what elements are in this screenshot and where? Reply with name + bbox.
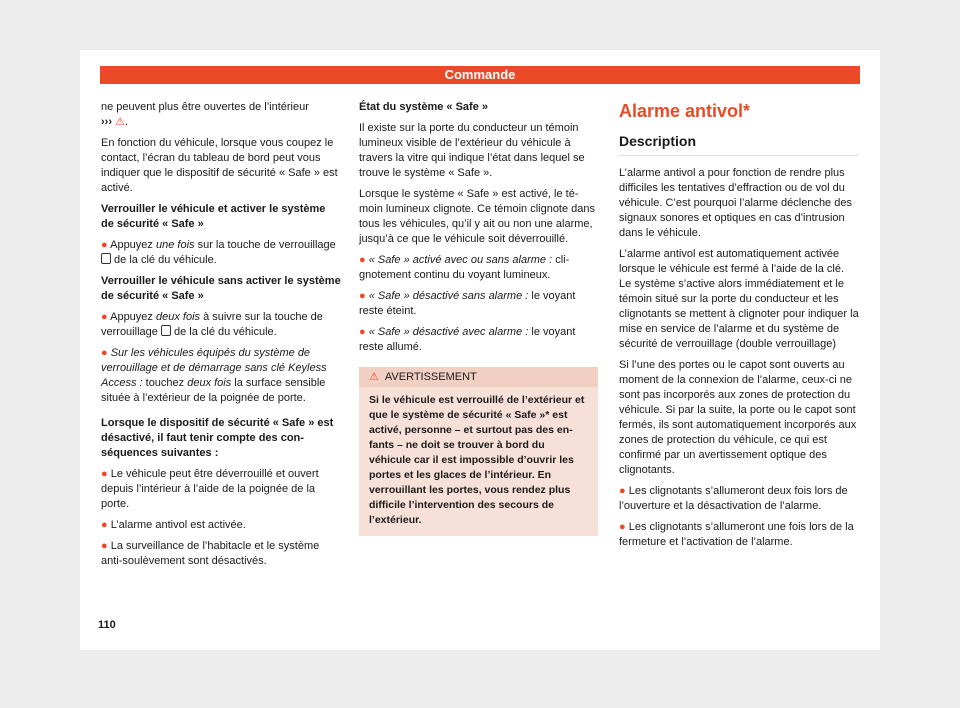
warning-triangle-icon: ⚠: [369, 371, 379, 383]
paragraph: En fonction du véhicule, lorsque vous coupez le contact, l’écran du tableau de bord peut vous indiquer que le dispositif de sécurité « Safe » est activé.: [101, 137, 338, 194]
list-item: ● « Safe » désactivé sans alarme : le voyant reste éteint.: [359, 290, 576, 317]
list-item: ● Le véhicule peut être déverrouillé et ouvert depuis l’intérieur à l’aide de la poignée de la porte.: [101, 468, 319, 510]
column-middle: [359, 100, 598, 536]
bullet-icon: ●: [101, 311, 108, 323]
bullet-icon: ●: [359, 290, 366, 302]
subheading: Verrouiller le véhicule sans activer le système de sécurité « Safe »: [101, 275, 341, 302]
list-item: ● La surveillance de l’habitacle et le système anti-soulèvement sont désactivés.: [101, 540, 320, 567]
bullet-icon: ●: [101, 347, 108, 359]
bullet-icon: ●: [101, 540, 108, 552]
warning-box: [359, 367, 598, 536]
paragraph: L’alarme antivol est automatiquement activée lorsque le véhicule est fermé à l’aide de la clé. Le système s’active alors immédiatement et le témoin situé sur la porte du conducteur et les clignotants se mettent à clignoter pour indiquer la mise en service de l’alarme et du système de sécurité de verrouillage (double verrouillage): [619, 248, 859, 350]
continue-arrows: ›››: [101, 116, 112, 128]
subheading: État du système « Safe »: [359, 101, 489, 113]
lock-key-icon: [161, 325, 171, 336]
bullet-icon: ●: [619, 485, 626, 497]
list-item: ● Les clignotants s’allumeront une fois lors de la fermeture et l’activation de l’alarme.: [619, 521, 854, 548]
page-number: 110: [98, 619, 116, 631]
subheading: Verrouiller le véhicule et activer le système de sécurité « Safe »: [101, 203, 326, 230]
paragraph: Lorsque le système « Safe » est activé, le témoin lumineux clignote. Ce témoin clignote dans tous les véhicules, qu’il y ait ou non une alarme, jusqu’à ce que le véhicule soit déverrouillé.: [359, 188, 596, 245]
subheading: Lorsque le dispositif de sécurité « Safe » est désactivé, il faut tenir compte des conséquences suivantes :: [101, 417, 334, 459]
bullet-icon: ●: [101, 468, 108, 480]
warning-text: Si le véhicule est verrouillé de l’extérieur et que le système de sécurité « Safe »* est activé, personne – et surtout pas des enfants – ne doit se trouver à bord du véhicule car il est impossible d’ouvrir les portes et les glaces de l’intérieur. En verrouillant les portes, vous rendez plus difficile l’intervention des secours de l’extérieur.: [369, 394, 585, 526]
paragraph: L’alarme antivol a pour fonction de rendre plus difficiles les tentatives d’effraction ou de vol du véhicule. C’est pourquoi l’alarme déclenche des signaux sonores et optiques en cas d’intrusion dans le véhicule.: [619, 167, 852, 239]
paragraph: Il existe sur la porte du conducteur un témoin lumineux visible de l’extérieur du véhicule à travers la vitre qui indique l’état dans lequel se trouve le système « Safe ».: [359, 122, 585, 179]
list-item: ● « Safe » désactivé avec alarme : le voyant reste allumé.: [359, 326, 576, 353]
bullet-icon: ●: [359, 254, 366, 266]
list-item: ● « Safe » activé avec ou sans alarme : clignotement continu du voyant lumineux.: [359, 254, 570, 281]
section-subtitle: Description: [619, 134, 859, 156]
bullet-icon: ●: [619, 521, 626, 533]
warning-triangle-icon: ⚠: [115, 116, 125, 128]
bullet-icon: ●: [101, 519, 108, 531]
list-item: ● Appuyez une fois sur la touche de verrouillage de la clé du véhicule.: [101, 239, 336, 266]
list-item: ● Appuyez deux fois à suivre sur la touche de verrouillage de la clé du véhicule.: [101, 311, 323, 338]
section-title: Alarme antivol*: [619, 101, 751, 121]
paragraph: Si l’une des portes ou le capot sont ouverts au moment de la connexion de l’alarme, ceux-ci ne sont pas incorporés aux zones de protection du véhicule. Si par la suite, la porte ou le capot sont fermés, ils sont automatiquement incorporés aux zones de protection du véhicule, ce qui est confirmé par un avertissement optique des clignotants.: [619, 359, 857, 476]
column-left: [101, 100, 341, 575]
list-item: ● L’alarme antivol est activée.: [101, 519, 246, 531]
list-item: ● Les clignotants s’allumeront deux fois lors de l’ouverture et la désactivation de l’alarme.: [619, 485, 848, 512]
list-item: ● Sur les véhicules équipés du système de verrouillage et de démarrage sans clé Keyless Access : touchez deux fois la surface sensible située à l’extérieur de la poignée de porte.: [101, 347, 327, 404]
warning-header: ⚠ AVERTISSEMENT: [359, 367, 598, 387]
bullet-icon: ●: [101, 239, 108, 251]
bullet-icon: ●: [359, 326, 366, 338]
column-right: [619, 100, 859, 556]
paragraph: ne peuvent plus être ouvertes de l’intérieur ››› ⚠.: [101, 101, 309, 128]
lock-key-icon: [101, 253, 111, 264]
section-header: Commande: [100, 66, 860, 84]
